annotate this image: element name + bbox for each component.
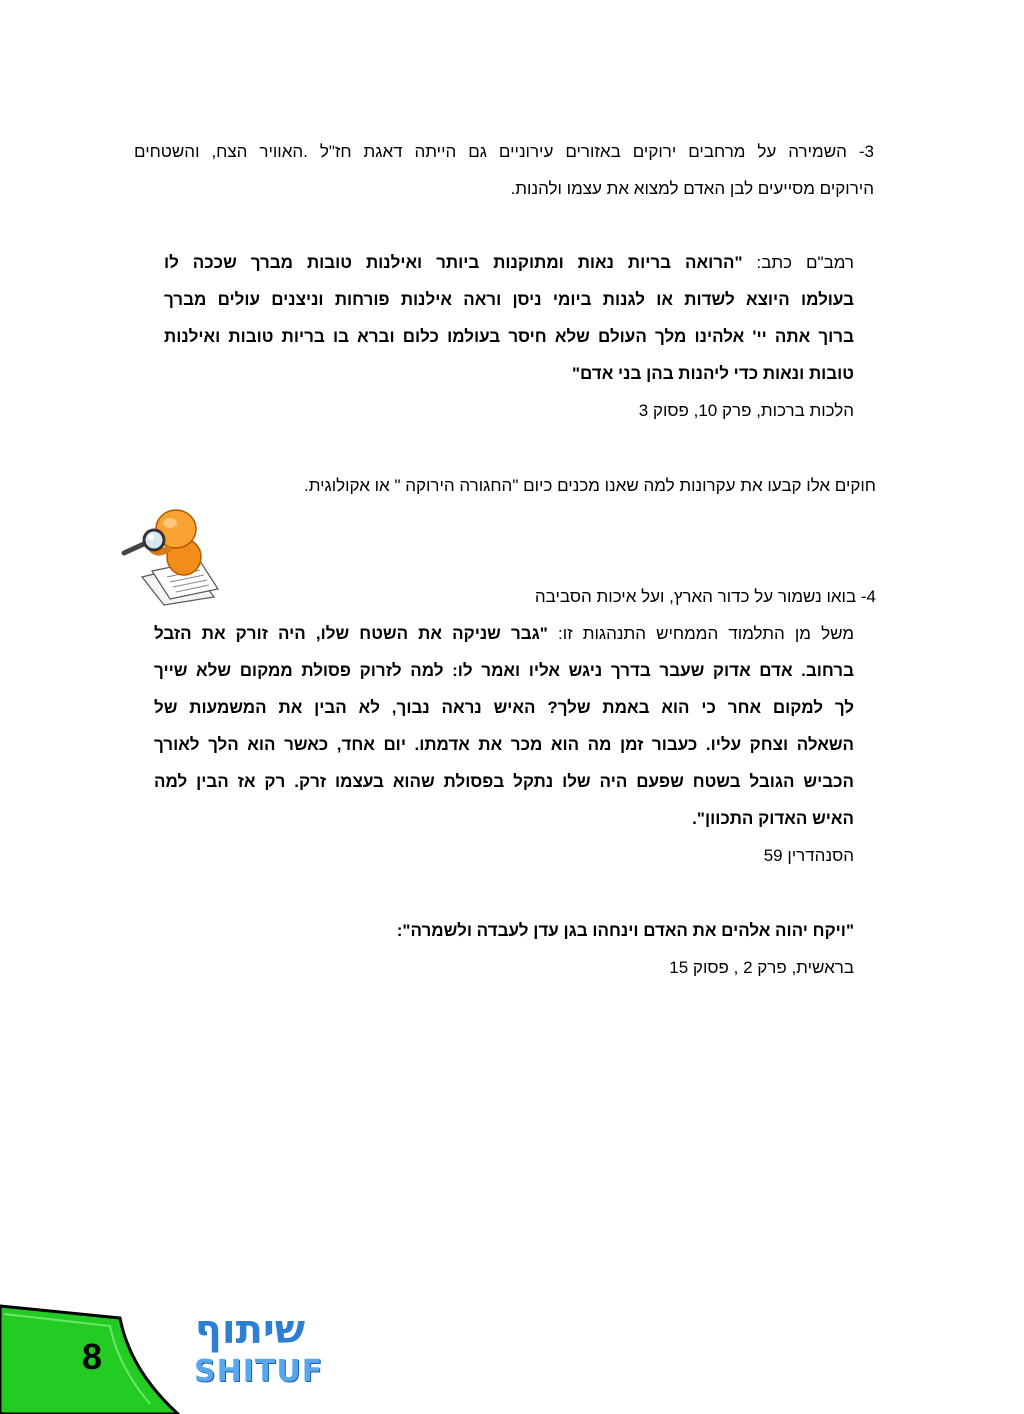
logo-hebrew-text: שיתוף: [194, 1307, 306, 1353]
page-number: 8: [81, 1336, 103, 1377]
genesis-source: בראשית, פרק 2 , פסוק 15: [669, 958, 854, 977]
section-4: [136, 578, 876, 615]
shituf-logo: [190, 1306, 324, 1406]
genesis-quote: [154, 912, 854, 986]
rambam-line-2: [164, 281, 854, 318]
logo-latin-text: SHITUF: [194, 1354, 324, 1389]
talmud-quote-line-6: האיש האדוק התכוון".: [692, 809, 854, 828]
rambam-line-4: [164, 355, 854, 392]
rambam-quote-line-3: ברוך אתה יי' אלהינו מלך העולם שלא חיסר בעולמו כלום וברא בו בריות טובות ואילנות: [164, 327, 854, 346]
talmud-intro: משל מן התלמוד הממחיש התנהגות זו:: [547, 624, 854, 643]
rambam-source: הלכות ברכות, פרק 10, פסוק 3: [638, 401, 854, 420]
talmud-line-3: [154, 689, 854, 726]
talmud-line-2: [154, 652, 854, 689]
talmud-source: הסנהדרין 59: [763, 846, 854, 865]
section-3: [134, 133, 874, 207]
section-3-line-1: 3- השמירה על מרחבים ירוקים באזורים עירוניים גם הייתה דאגת חז"ל .האוויר הצח, והשטחים: [134, 142, 874, 161]
laws-text: חוקים אלו קבעו את עקרונות למה שאנו מכנים כיום "החגורה הירוקה " או אקולוגית.: [303, 476, 876, 495]
laws-paragraph: [116, 467, 876, 504]
talmud-line-4: [154, 726, 854, 763]
talmud-quote-line-2: ברחוב. אדם אדוק שעבר בדרך ניגש אליו ואמר לו: למה לזרוק פסולת ממקום שלא שייך: [154, 661, 854, 680]
rambam-intro: רמב"ם כתב:: [742, 253, 854, 272]
rambam-quote-line-4: טובות ונאות כדי ליהנות בהן בני אדם": [572, 364, 854, 383]
rambam-quote-line-2: בעולמו היוצא לשדות או לגנות ביומי ניסן וראה אילנות פורחות וניצנים עולים מברך: [164, 290, 854, 309]
section-4-title: 4- בואו נשמור על כדור הארץ, ועל איכות הסביבה: [534, 587, 876, 606]
talmud-line-1: [154, 615, 854, 652]
talmud-line-5: [154, 763, 854, 800]
genesis-quote-bold: "ויקח יהוה אלהים את האדם וינחהו בגן עדן לעבדה ולשמרה":: [396, 921, 854, 940]
talmud-quote-line-4: השאלה וצחק עליו. כעבור זמן מה הוא מכר את אדמתו. יום אחד, כאשר הוא הלך לאורך: [154, 735, 854, 754]
talmud-line-6: [154, 800, 854, 837]
rambam-quote: [164, 244, 854, 429]
rambam-line-1: [164, 244, 854, 281]
genesis-quote-text: [154, 912, 854, 949]
talmud-parable: [154, 615, 854, 874]
talmud-quote-line-5: הכביש הגובל בשטח שפעם היה שלו נתקל בפסולת שהוא בעצמו זרק. רק אז הבין למה: [154, 772, 854, 791]
section-3-line-2: הירוקים מסייעים לבן האדם למצוא את עצמו ולהנות.: [510, 179, 874, 198]
talmud-quote-line-3: לך למקום אחר כי הוא באמת שלך? האיש נראה נבוך, לא הבין את המשמעות של: [154, 698, 854, 717]
rambam-line-3: [164, 318, 854, 355]
rambam-quote-line-1: "הרואה בריות נאות ומתוקנות ביותר ואילנות טובות מברך שככה לו: [164, 253, 743, 272]
talmud-quote-line-1: "גבר שניקה את השטח שלו, היה זורק את הזבל: [154, 624, 548, 643]
